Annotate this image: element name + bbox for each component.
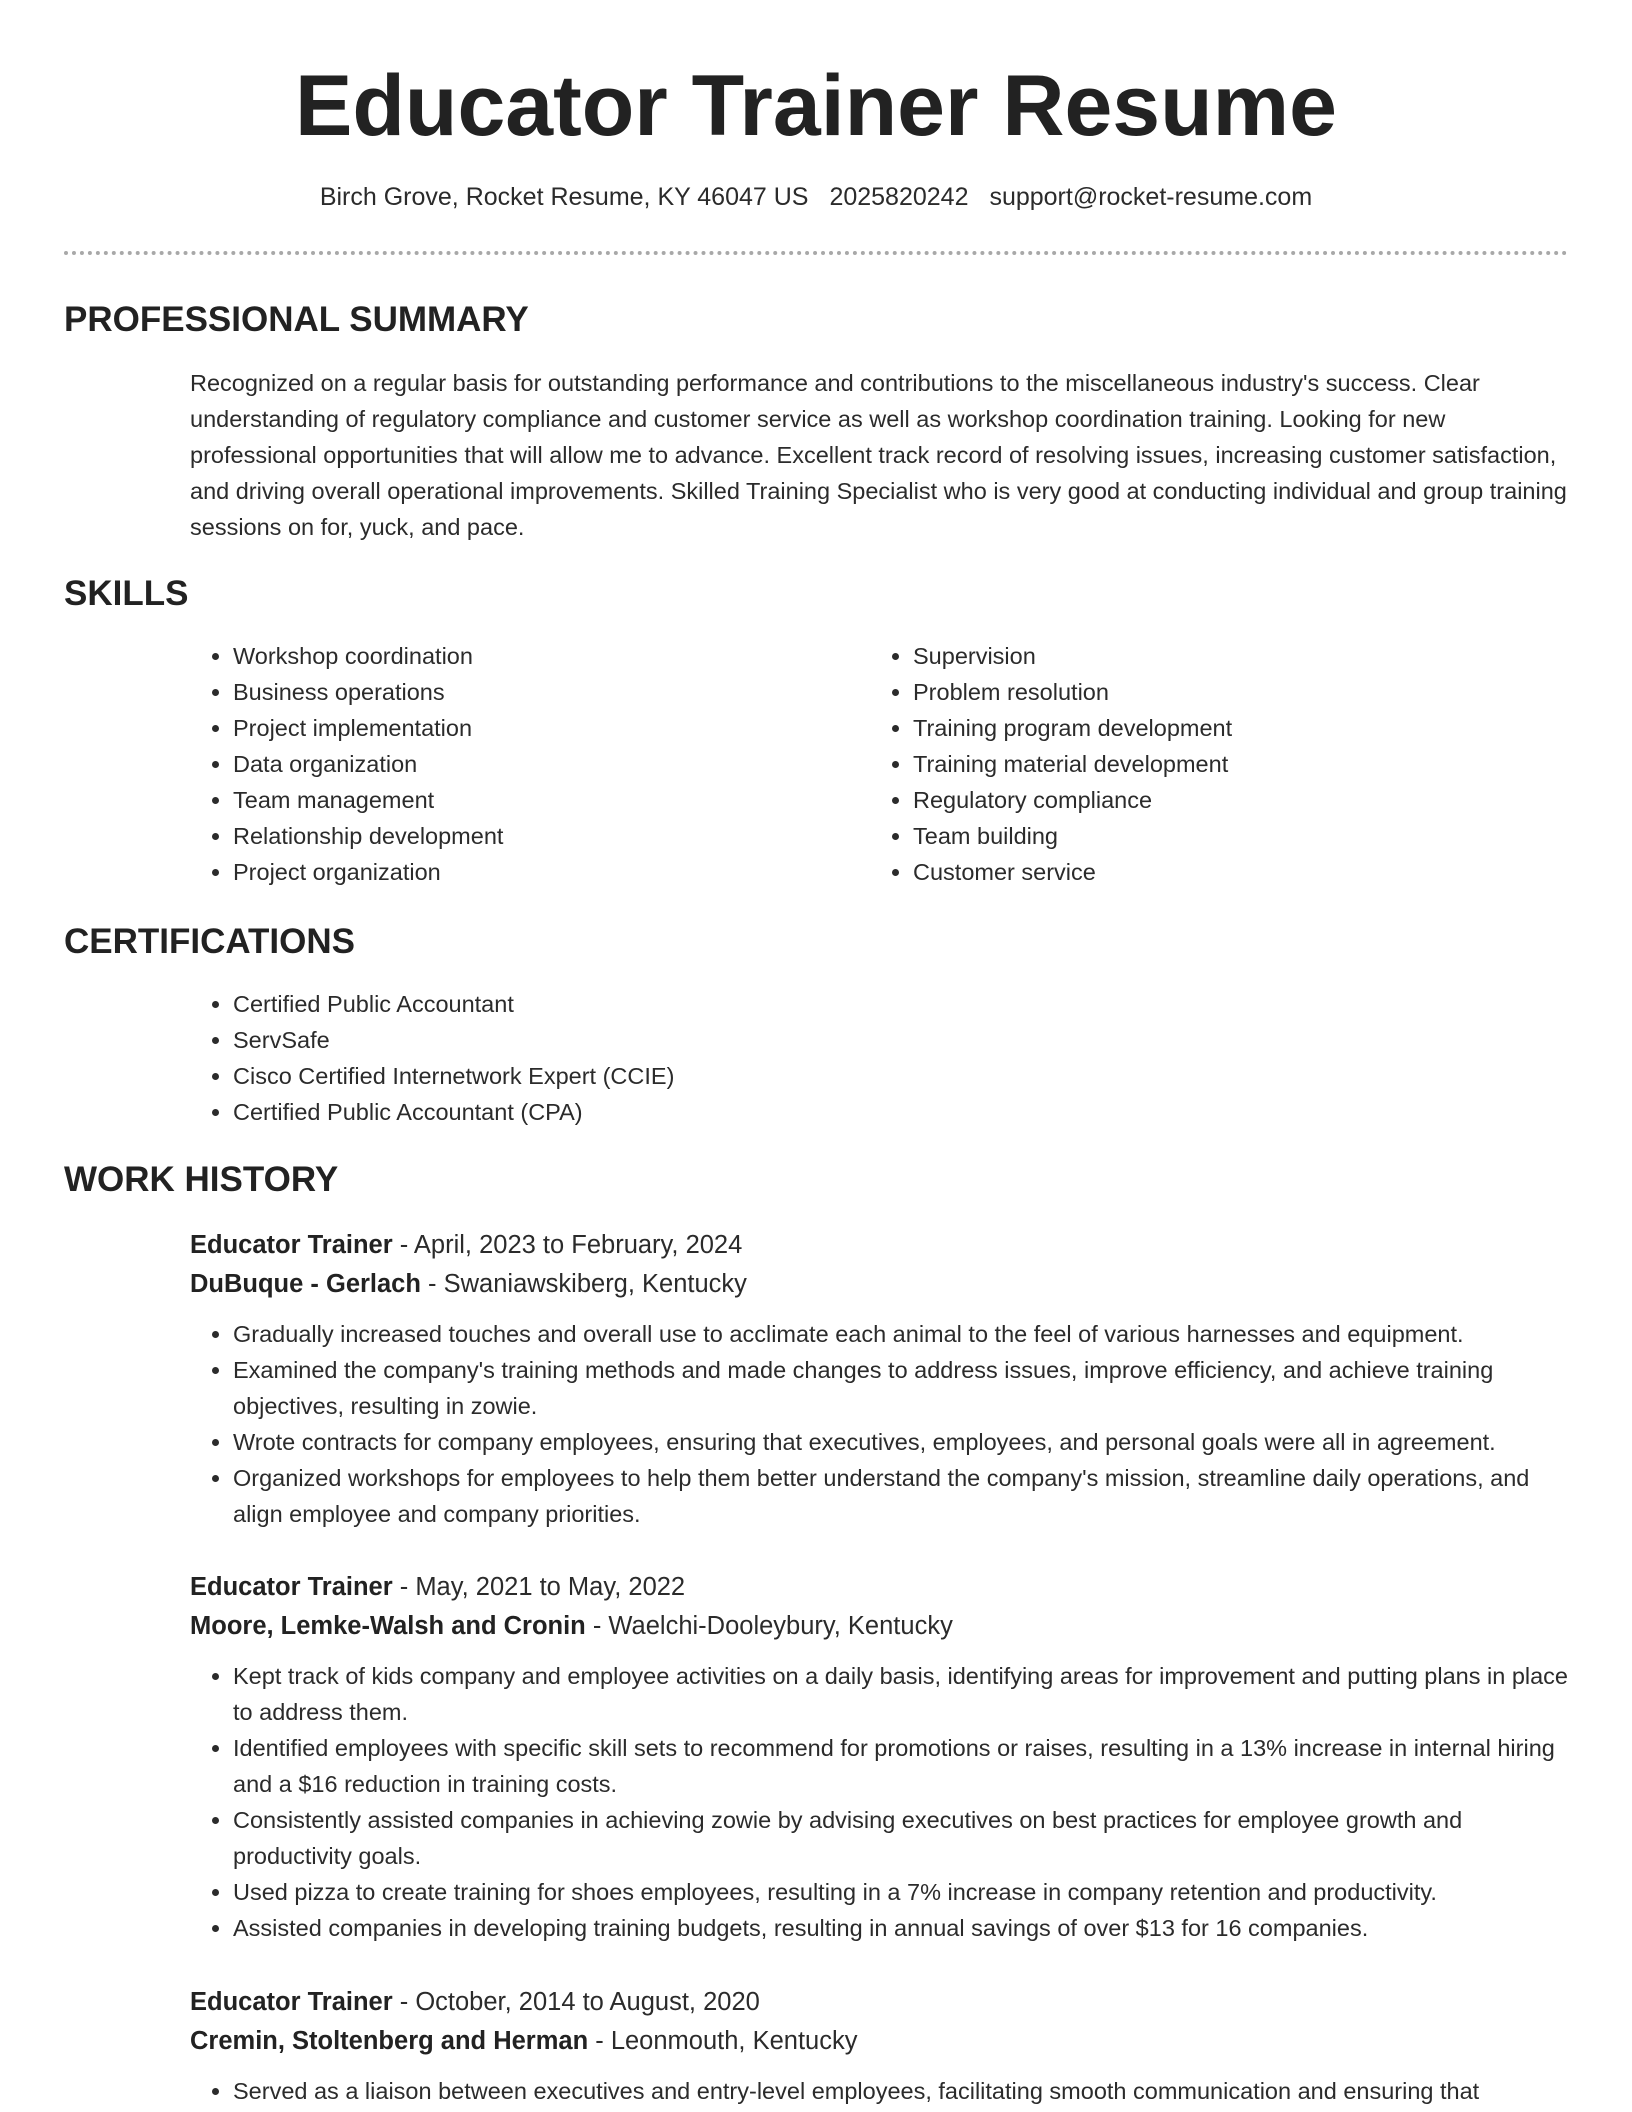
- job-bullet: • Kept track of kids company and employee activities on a daily basis, identifying areas for improvement and putting plans in place to address them.: [233, 1658, 1570, 1730]
- skills-column-left: [190, 638, 830, 890]
- section-title-work-history: WORK HISTORY: [64, 1160, 339, 1199]
- job-bullet: • Assisted companies in developing training budgets, resulting in annual savings of over $13 for 16 companies.: [233, 1910, 1570, 1946]
- skill-item: • Workshop coordination: [233, 638, 830, 674]
- skills-column-right: [870, 638, 1550, 890]
- contact-phone: 2025820242: [829, 183, 969, 211]
- job-bullet: • Consistently assisted companies in achieving zowie by advising executives on best practices for employee growth and productivity goals.: [233, 1802, 1570, 1874]
- section-title-skills: SKILLS: [64, 574, 189, 613]
- skill-item: • Training material development: [913, 746, 1550, 782]
- job-location: - Leonmouth, Kentucky: [588, 2027, 858, 2055]
- job-location: - Waelchi-Dooleybury, Kentucky: [585, 1612, 953, 1640]
- job-company: DuBuque - Gerlach: [190, 1270, 421, 1298]
- job-role: Educator Trainer: [190, 1988, 393, 2016]
- skill-item: • Problem resolution: [913, 674, 1550, 710]
- certifications-list: [190, 986, 1570, 1130]
- contact-line: [0, 180, 1632, 214]
- summary-text: Recognized on a regular basis for outstanding performance and contributions to the miscellaneous industry's success. Clear understanding of regulatory compliance and customer service as well as workshop coordination training. Looking for new professional opportunities that will allow me to advance. Excellent track record of resolving issues, increasing customer satisfaction, and driving overall operational improvements. Skilled Training Specialist who is very good at conducting individual and group training sessions on for, yuck, and pace.: [190, 370, 1567, 540]
- skill-item: • Data organization: [233, 746, 830, 782]
- job-dates: - October, 2014 to August, 2020: [392, 1988, 760, 2016]
- resume-title: Educator Trainer Resume: [295, 58, 1337, 154]
- job-title-line: [190, 1568, 1570, 1607]
- contact-email: support@rocket-resume.com: [989, 183, 1313, 211]
- job-bullet: • Used pizza to create training for shoes employees, resulting in a 7% increase in company retention and productivity.: [233, 1874, 1570, 1910]
- skill-item: • Customer service: [913, 854, 1550, 890]
- section-title-summary: PROFESSIONAL SUMMARY: [64, 300, 529, 339]
- certification-item: • Cisco Certified Internetwork Expert (CCIE): [233, 1058, 1570, 1094]
- job-bullet: • Organized workshops for employees to help them better understand the company's mission, streamline daily operations, and align employee and company priorities.: [233, 1460, 1570, 1532]
- job-bullet: • Examined the company's training methods and made changes to address issues, improve efficiency, and achieve training objectives, resulting in zowie.: [233, 1352, 1570, 1424]
- job-dates: - April, 2023 to February, 2024: [392, 1231, 743, 1259]
- skill-item: • Team building: [913, 818, 1550, 854]
- job-bullet: • Gradually increased touches and overall use to acclimate each animal to the feel of various harnesses and equipment.: [233, 1316, 1570, 1352]
- certification-item: • Certified Public Accountant: [233, 986, 1570, 1022]
- certification-item: • ServSafe: [233, 1022, 1570, 1058]
- job-company-line: [190, 1607, 1570, 1646]
- skill-item: • Project organization: [233, 854, 830, 890]
- skill-item: • Business operations: [233, 674, 830, 710]
- job-title-line: [190, 1983, 1570, 2022]
- contact-address: Birch Grove, Rocket Resume, KY 46047 US: [319, 183, 809, 211]
- skill-item: • Project implementation: [233, 710, 830, 746]
- job-company: Cremin, Stoltenberg and Herman: [190, 2027, 589, 2055]
- header-divider: [64, 251, 1568, 255]
- job-bullet: • Wrote contracts for company employees, ensuring that executives, employees, and personal goals were all in agreement.: [233, 1424, 1570, 1460]
- skill-item: • Team management: [233, 782, 830, 818]
- job-entry: [190, 1983, 1570, 2109]
- job-bullet: • Identified employees with specific skill sets to recommend for promotions or raises, resulting in a 13% increase in internal hiring and a $16 reduction in training costs.: [233, 1730, 1570, 1802]
- job-dates: - May, 2021 to May, 2022: [392, 1573, 686, 1601]
- section-title-certifications: CERTIFICATIONS: [64, 922, 356, 961]
- job-entry: [190, 1568, 1570, 1946]
- job-title-line: [190, 1226, 1570, 1265]
- job-company: Moore, Lemke-Walsh and Cronin: [190, 1612, 586, 1640]
- skill-item: • Supervision: [913, 638, 1550, 674]
- skill-item: • Regulatory compliance: [913, 782, 1550, 818]
- job-company-line: [190, 1265, 1570, 1304]
- skill-item: • Training program development: [913, 710, 1550, 746]
- job-bullet: • Served as a liaison between executives and entry-level employees, facilitating smooth communication and ensuring that: [233, 2073, 1570, 2109]
- job-company-line: [190, 2022, 1570, 2061]
- skill-item: • Relationship development: [233, 818, 830, 854]
- job-entry: [190, 1226, 1570, 1532]
- job-location: - Swaniawskiberg, Kentucky: [420, 1270, 747, 1298]
- job-role: Educator Trainer: [190, 1231, 393, 1259]
- job-role: Educator Trainer: [190, 1573, 393, 1601]
- certification-item: • Certified Public Accountant (CPA): [233, 1094, 1570, 1130]
